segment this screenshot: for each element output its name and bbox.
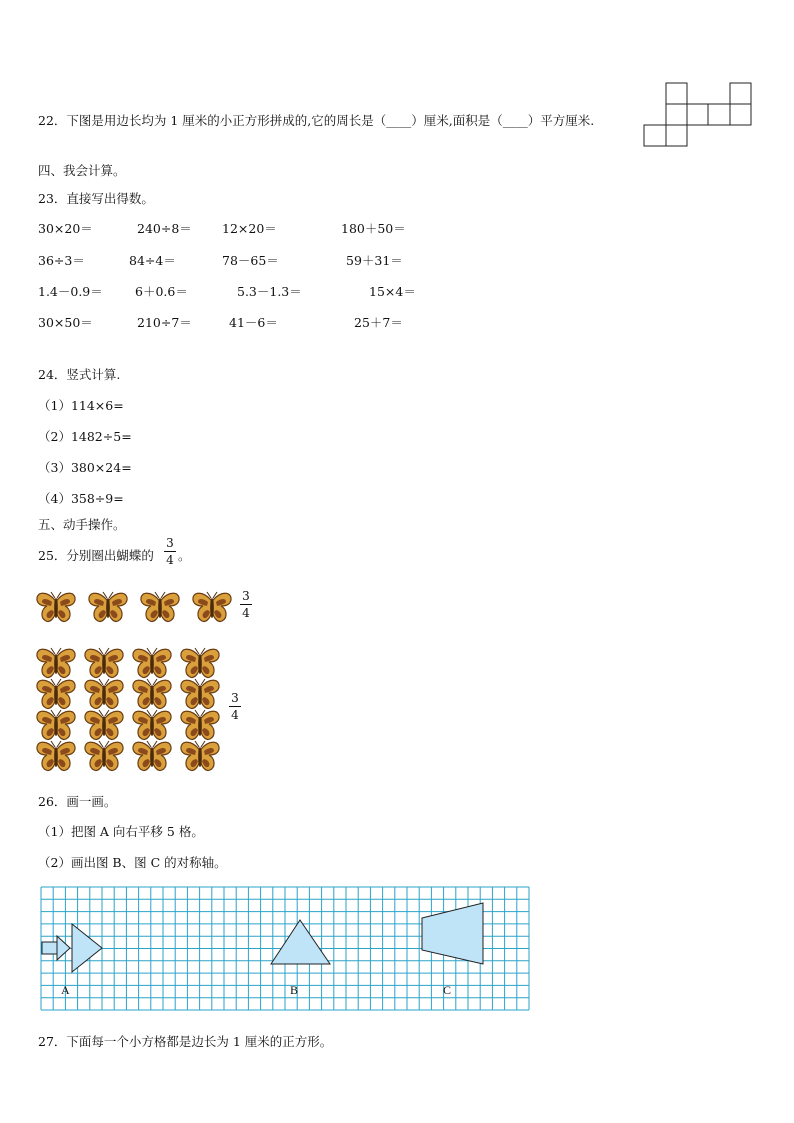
q26-item-2: （2）画出图 B、图 C 的对称轴。 (38, 855, 227, 870)
q23-r4-c1: 30×50＝ (38, 315, 93, 330)
q23-r2-c4: 59＋31＝ (346, 253, 403, 268)
q24-title: 24．竖式计算. (38, 367, 121, 382)
q22-text: 22．下图是用边长均为 1 厘米的小正方形拼成的,它的周长是（____）厘米,面积是（____）平方厘米. (38, 113, 595, 128)
q25-butterfly-group-1 (36, 590, 246, 630)
q23-r2-c2: 84÷4＝ (129, 253, 176, 268)
q23-r1-c4: 180＋50＝ (341, 221, 406, 236)
butterfly-icon (85, 710, 123, 739)
q23-r3-c3: 5.3－1.3＝ (237, 284, 302, 299)
butterfly-icon (37, 741, 75, 770)
q23-r4-c4: 25＋7＝ (354, 315, 403, 330)
butterfly-icon (193, 592, 231, 621)
q26-title: 26．画一画。 (38, 794, 117, 809)
q26-shapes (42, 903, 483, 972)
q23-r3-c4: 15×4＝ (369, 284, 416, 299)
q25-group-1-frac-den: 4 (242, 606, 250, 620)
q23-r3-c2: 6＋0.6＝ (135, 284, 188, 299)
butterfly-icon (141, 592, 179, 621)
q23-r2-c1: 36÷3＝ (38, 253, 85, 268)
butterfly-icon (89, 592, 127, 621)
butterfly-icon (133, 648, 171, 677)
q23-r4-c3: 41－6＝ (229, 315, 278, 330)
q23-r1-c3: 12×20＝ (222, 221, 277, 236)
q24-item-2: （2）1482÷5= (38, 429, 132, 444)
butterfly-icon (181, 741, 219, 770)
shape-a-tail (57, 936, 70, 960)
q25-group-1-frac-num: 3 (242, 589, 250, 603)
butterfly-icon (85, 648, 123, 677)
q24-item-1: （1）114×6= (38, 398, 124, 413)
q25-title-frac-num: 3 (166, 536, 174, 550)
q25-group-2-fraction (229, 691, 241, 722)
butterfly-icon (133, 710, 171, 739)
q27-text: 27．下面每一个小方格都是边长为 1 厘米的正方形。 (38, 1034, 333, 1049)
q25-group-1-fraction (240, 589, 252, 620)
q26-grid-figure (40, 886, 532, 1012)
butterfly-icon (181, 648, 219, 677)
butterfly-icon (85, 741, 123, 770)
q25-title-frac-den: 4 (166, 553, 174, 567)
q25-title: 25．分别圈出蝴蝶的 (38, 548, 154, 563)
q23-r1-c2: 240÷8＝ (137, 221, 192, 236)
butterfly-icon (85, 679, 123, 708)
label-c: C (443, 983, 452, 997)
section-5-title: 五、动手操作。 (38, 517, 126, 532)
q23-r1-c1: 30×20＝ (38, 221, 93, 236)
butterfly-icon (37, 648, 75, 677)
q23-r3-c1: 1.4－0.9＝ (38, 284, 103, 299)
butterfly-icon (133, 679, 171, 708)
butterfly-icon (181, 710, 219, 739)
q24-item-3: （3）380×24= (38, 460, 132, 475)
q24-item-4: （4）358÷9= (38, 491, 124, 506)
butterfly-icon (181, 679, 219, 708)
q23-r2-c3: 78－65＝ (222, 253, 279, 268)
q26-item-1: （1）把图 A 向右平移 5 格。 (38, 824, 204, 839)
q25-group-2-frac-den: 4 (231, 708, 239, 722)
q23-title: 23．直接写出得数。 (38, 191, 154, 206)
shape-a-head (72, 924, 102, 972)
q25-title-fraction (164, 536, 176, 567)
q23-r4-c2: 210÷7＝ (137, 315, 192, 330)
butterfly-icon (37, 679, 75, 708)
butterfly-icon (37, 592, 75, 621)
butterfly-icon (133, 741, 171, 770)
butterfly-icon (37, 710, 75, 739)
shape-a-stem (42, 942, 57, 954)
q25-butterfly-group-2 (36, 646, 236, 776)
section-4-title: 四、我会计算。 (38, 163, 126, 178)
q25-group-2-frac-num: 3 (231, 691, 239, 705)
label-b: B (290, 983, 299, 997)
q22-square-figure (642, 82, 754, 148)
label-a: A (61, 983, 70, 997)
q25-title-tail: 。 (178, 548, 191, 563)
